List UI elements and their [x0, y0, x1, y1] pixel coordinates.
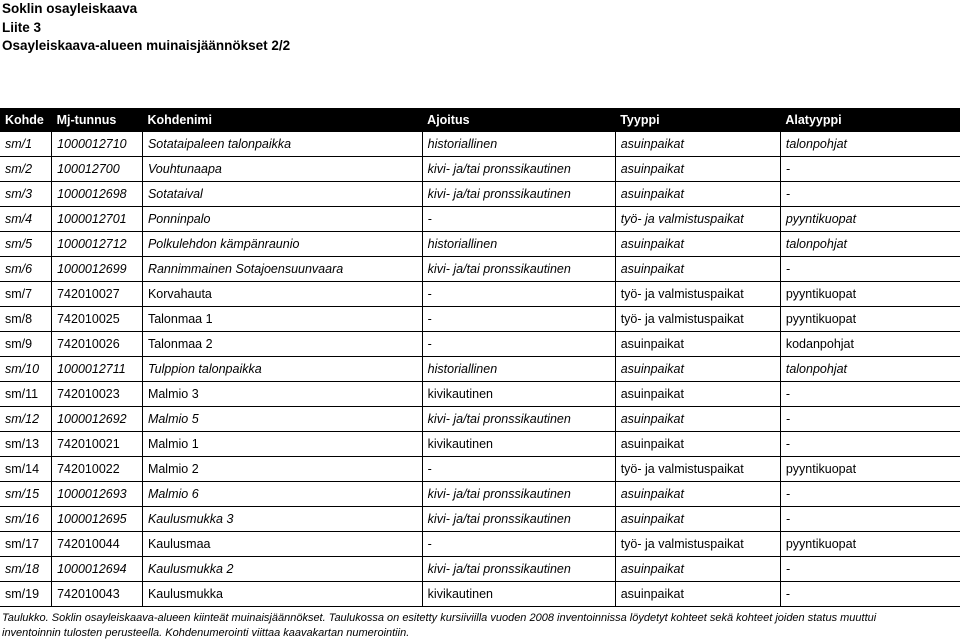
cell-tyyppi: asuinpaikat	[615, 407, 780, 432]
cell-ajoitus: kivi- ja/tai pronssikautinen	[422, 482, 615, 507]
cell-kohde: sm/19	[0, 582, 52, 607]
cell-mj-tunnus: 1000012699	[52, 257, 143, 282]
cell-mj-tunnus: 1000012694	[52, 557, 143, 582]
cell-alatyyppi: talonpohjat	[780, 132, 960, 157]
cell-tyyppi: asuinpaikat	[615, 132, 780, 157]
cell-mj-tunnus: 1000012710	[52, 132, 143, 157]
cell-tyyppi: asuinpaikat	[615, 557, 780, 582]
footnote-line-2: inventoinnin tulosten perusteella. Kohdenumerointi viittaa kaavakartan numerointiin.	[2, 627, 410, 639]
cell-kohdenimi: Sotataipaleen talonpaikka	[142, 132, 422, 157]
table-row	[0, 407, 960, 432]
cell-tyyppi: työ- ja valmistuspaikat	[615, 457, 780, 482]
table-row	[0, 532, 960, 557]
cell-mj-tunnus: 742010022	[52, 457, 143, 482]
cell-kohde: sm/8	[0, 307, 52, 332]
table-row	[0, 582, 960, 607]
cell-mj-tunnus: 742010027	[52, 282, 143, 307]
cell-tyyppi: työ- ja valmistuspaikat	[615, 282, 780, 307]
cell-mj-tunnus: 1000012711	[52, 357, 143, 382]
cell-alatyyppi: -	[780, 507, 960, 532]
cell-kohdenimi: Talonmaa 2	[142, 332, 422, 357]
cell-mj-tunnus: 742010021	[52, 432, 143, 457]
cell-tyyppi: asuinpaikat	[615, 507, 780, 532]
table-row	[0, 382, 960, 407]
cell-kohdenimi: Malmio 2	[142, 457, 422, 482]
cell-kohdenimi: Malmio 5	[142, 407, 422, 432]
cell-alatyyppi: -	[780, 157, 960, 182]
column-header-kohdenimi: Kohdenimi	[142, 108, 422, 132]
column-header-kohde: Kohde	[0, 108, 52, 132]
column-header-tyyppi: Tyyppi	[615, 108, 780, 132]
table-footnote	[2, 611, 952, 641]
cell-kohde: sm/18	[0, 557, 52, 582]
cell-kohde: sm/14	[0, 457, 52, 482]
cell-kohdenimi: Malmio 3	[142, 382, 422, 407]
cell-ajoitus: kivi- ja/tai pronssikautinen	[422, 507, 615, 532]
document-title: Soklin osayleiskaava	[2, 1, 138, 16]
cell-kohdenimi: Malmio 1	[142, 432, 422, 457]
cell-alatyyppi: -	[780, 382, 960, 407]
cell-alatyyppi: talonpohjat	[780, 357, 960, 382]
cell-tyyppi: asuinpaikat	[615, 332, 780, 357]
cell-ajoitus: -	[422, 207, 615, 232]
cell-mj-tunnus: 1000012712	[52, 232, 143, 257]
cell-alatyyppi: pyyntikuopat	[780, 532, 960, 557]
cell-tyyppi: asuinpaikat	[615, 482, 780, 507]
cell-mj-tunnus: 1000012698	[52, 182, 143, 207]
cell-ajoitus: historiallinen	[422, 132, 615, 157]
table-row	[0, 557, 960, 582]
cell-ajoitus: kivi- ja/tai pronssikautinen	[422, 407, 615, 432]
cell-kohde: sm/6	[0, 257, 52, 282]
table-body	[0, 132, 960, 607]
cell-tyyppi: asuinpaikat	[615, 582, 780, 607]
table-row	[0, 132, 960, 157]
cell-kohde: sm/4	[0, 207, 52, 232]
table-row	[0, 282, 960, 307]
footnote-line-1: Taulukko. Soklin osayleiskaava-alueen kiinteät muinaisjäännökset. Taulukossa on esitetty kursiiviilla vuoden 2008 inventoinnissa löydetyt kohteet sekä kohteet joiden status muuttui	[2, 612, 877, 624]
cell-alatyyppi: -	[780, 182, 960, 207]
table-row	[0, 182, 960, 207]
cell-tyyppi: asuinpaikat	[615, 157, 780, 182]
cell-alatyyppi: -	[780, 557, 960, 582]
cell-mj-tunnus: 100012700	[52, 157, 143, 182]
cell-mj-tunnus: 742010023	[52, 382, 143, 407]
table-row	[0, 432, 960, 457]
cell-mj-tunnus: 742010043	[52, 582, 143, 607]
table-row	[0, 257, 960, 282]
cell-kohdenimi: Kaulusmukka 2	[142, 557, 422, 582]
column-header-mj-tunnus: Mj-tunnus	[52, 108, 143, 132]
cell-ajoitus: -	[422, 282, 615, 307]
cell-ajoitus: -	[422, 332, 615, 357]
heritage-sites-table	[0, 108, 960, 607]
cell-alatyyppi: -	[780, 482, 960, 507]
cell-mj-tunnus: 1000012692	[52, 407, 143, 432]
table-row	[0, 232, 960, 257]
cell-ajoitus: -	[422, 307, 615, 332]
cell-tyyppi: asuinpaikat	[615, 357, 780, 382]
cell-ajoitus: kivi- ja/tai pronssikautinen	[422, 182, 615, 207]
cell-alatyyppi: -	[780, 257, 960, 282]
cell-kohde: sm/11	[0, 382, 52, 407]
cell-kohde: sm/7	[0, 282, 52, 307]
cell-alatyyppi: -	[780, 407, 960, 432]
cell-ajoitus: kivikautinen	[422, 382, 615, 407]
cell-kohdenimi: Tulppion talonpaikka	[142, 357, 422, 382]
cell-alatyyppi: pyyntikuopat	[780, 307, 960, 332]
cell-mj-tunnus: 742010044	[52, 532, 143, 557]
cell-tyyppi: asuinpaikat	[615, 182, 780, 207]
cell-kohdenimi: Kaulusmukka	[142, 582, 422, 607]
table-row	[0, 332, 960, 357]
appendix-label: Liite 3	[2, 19, 42, 35]
table-row	[0, 307, 960, 332]
cell-alatyyppi: pyyntikuopat	[780, 282, 960, 307]
cell-kohdenimi: Ponninpalo	[142, 207, 422, 232]
cell-kohdenimi: Kaulusmaa	[142, 532, 422, 557]
cell-tyyppi: työ- ja valmistuspaikat	[615, 207, 780, 232]
cell-kohde: sm/3	[0, 182, 52, 207]
table-row	[0, 207, 960, 232]
cell-alatyyppi: kodanpohjat	[780, 332, 960, 357]
cell-alatyyppi: -	[780, 432, 960, 457]
cell-kohdenimi: Malmio 6	[142, 482, 422, 507]
cell-alatyyppi: pyyntikuopat	[780, 457, 960, 482]
cell-kohde: sm/13	[0, 432, 52, 457]
cell-ajoitus: historiallinen	[422, 232, 615, 257]
cell-kohdenimi: Talonmaa 1	[142, 307, 422, 332]
cell-ajoitus: historiallinen	[422, 357, 615, 382]
table-row	[0, 357, 960, 382]
cell-kohdenimi: Rannimmainen Sotajoensuunvaara	[142, 257, 422, 282]
cell-kohdenimi: Vouhtunaapa	[142, 157, 422, 182]
table-row	[0, 482, 960, 507]
cell-mj-tunnus: 1000012701	[52, 207, 143, 232]
cell-ajoitus: -	[422, 532, 615, 557]
cell-kohdenimi: Polkulehdon kämpänraunio	[142, 232, 422, 257]
cell-kohde: sm/15	[0, 482, 52, 507]
cell-ajoitus: -	[422, 457, 615, 482]
cell-kohde: sm/12	[0, 407, 52, 432]
cell-kohde: sm/16	[0, 507, 52, 532]
cell-tyyppi: työ- ja valmistuspaikat	[615, 307, 780, 332]
cell-alatyyppi: -	[780, 582, 960, 607]
cell-mj-tunnus: 742010026	[52, 332, 143, 357]
cell-alatyyppi: pyyntikuopat	[780, 207, 960, 232]
cell-kohde: sm/5	[0, 232, 52, 257]
table-header-row	[0, 108, 960, 132]
cell-kohdenimi: Sotataival	[142, 182, 422, 207]
cell-mj-tunnus: 1000012695	[52, 507, 143, 532]
document-subtitle: Osayleiskaava-alueen muinaisjäännökset 2/2	[2, 38, 291, 53]
document-header	[2, 0, 290, 56]
cell-tyyppi: asuinpaikat	[615, 382, 780, 407]
cell-ajoitus: kivikautinen	[422, 582, 615, 607]
cell-tyyppi: asuinpaikat	[615, 232, 780, 257]
cell-kohde: sm/1	[0, 132, 52, 157]
cell-kohde: sm/10	[0, 357, 52, 382]
cell-mj-tunnus: 742010025	[52, 307, 143, 332]
cell-tyyppi: asuinpaikat	[615, 257, 780, 282]
cell-tyyppi: asuinpaikat	[615, 432, 780, 457]
cell-kohde: sm/9	[0, 332, 52, 357]
cell-kohde: sm/2	[0, 157, 52, 182]
cell-kohdenimi: Kaulusmukka 3	[142, 507, 422, 532]
column-header-ajoitus: Ajoitus	[422, 108, 615, 132]
table-row	[0, 457, 960, 482]
table-row	[0, 157, 960, 182]
table-row	[0, 507, 960, 532]
cell-ajoitus: kivikautinen	[422, 432, 615, 457]
cell-mj-tunnus: 1000012693	[52, 482, 143, 507]
cell-ajoitus: kivi- ja/tai pronssikautinen	[422, 157, 615, 182]
cell-alatyyppi: talonpohjat	[780, 232, 960, 257]
cell-kohde: sm/17	[0, 532, 52, 557]
cell-ajoitus: kivi- ja/tai pronssikautinen	[422, 557, 615, 582]
cell-ajoitus: kivi- ja/tai pronssikautinen	[422, 257, 615, 282]
cell-tyyppi: työ- ja valmistuspaikat	[615, 532, 780, 557]
cell-kohdenimi: Korvahauta	[142, 282, 422, 307]
column-header-alatyyppi: Alatyyppi	[780, 108, 960, 132]
